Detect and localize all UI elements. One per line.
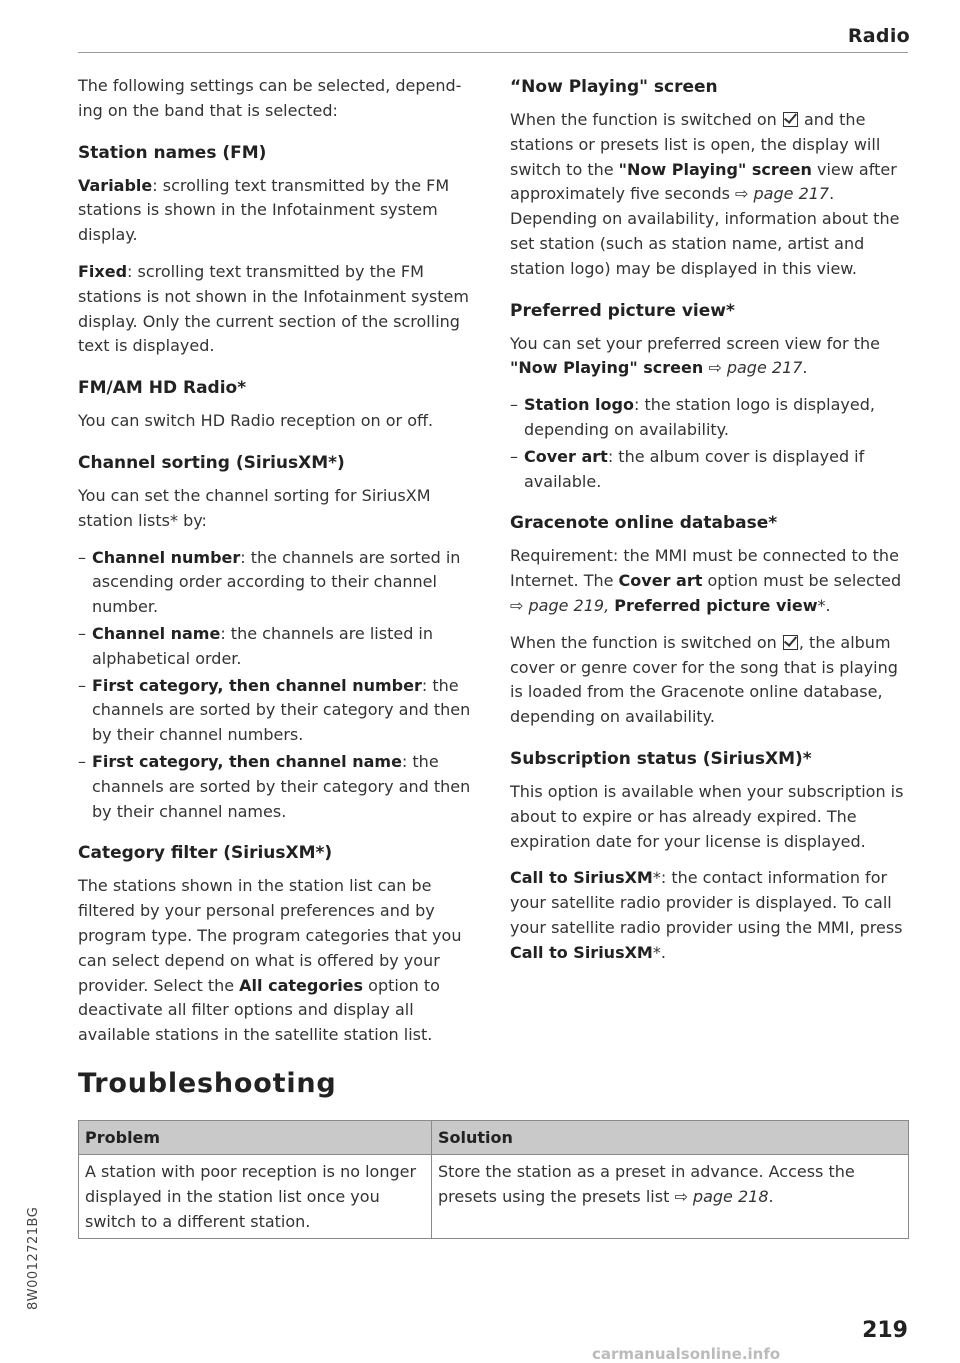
now-playing-paragraph <box>510 108 910 282</box>
gracenote-paragraph <box>510 544 910 618</box>
header-rule <box>78 52 908 53</box>
page-reference[interactable]: ⇨ page 217 <box>708 358 803 378</box>
right-column <box>510 74 910 978</box>
category-text-after: option to deactivate all filter options and display all available stations in the satellite station list. <box>78 975 440 1045</box>
gracenote-heading: Gracenote online database* <box>510 513 778 534</box>
hd-radio-paragraph: You can switch HD Radio reception on or off. <box>78 411 434 431</box>
text-span: option must be selected <box>702 571 902 591</box>
page-reference[interactable]: ⇨ page 219, <box>510 595 610 615</box>
page-number: 219 <box>862 1318 908 1343</box>
troubleshooting-table <box>78 1120 909 1239</box>
text-span: view after approximately five seconds <box>510 159 897 204</box>
list-item: – Channel number: the channels are sorted in ascending order according to their channel number. <box>78 547 461 617</box>
subscription-heading: Subscription status (SiriusXM)* <box>510 748 812 769</box>
fixed-label: Fixed <box>78 261 128 281</box>
text-span: *. <box>652 942 666 962</box>
channel-sorting-heading: Channel sorting (SiriusXM*) <box>78 452 345 473</box>
list-item-label: Station logo <box>524 395 634 415</box>
preferred-paragraph <box>510 332 910 382</box>
category-filter-heading: Category filter (SiriusXM*) <box>78 843 333 864</box>
list-item-label: Channel number <box>92 547 241 567</box>
table-row <box>79 1155 909 1239</box>
watermark: carmanualsonline.info <box>592 1345 781 1363</box>
subscription-paragraph: This option is available when your subscription is about to expire or has already expired. The expiration date for your license is displayed. <box>510 781 904 851</box>
now-playing-screen-label: "Now Playing" screen <box>510 358 704 378</box>
text-span: *. <box>817 595 831 615</box>
channel-sorting-paragraph: You can set the channel sorting for SiriusXM station lists* by: <box>78 485 431 530</box>
list-item-text: : the station logo is displayed, depending on availability. <box>524 395 875 439</box>
variable-text: : scrolling text transmitted by the FM stations is shown in the Infotainment system display. <box>78 175 450 245</box>
solution-cell <box>432 1155 909 1239</box>
intro-paragraph: The following settings can be selected, depend-ing on the band that is selected: <box>78 76 462 120</box>
fixed-paragraph <box>78 260 480 359</box>
list-item-text: : the channels are sorted by their category and then by their channel numbers. <box>92 675 471 745</box>
list-item: – Cover art: the album cover is displayed if available. <box>510 446 865 491</box>
variable-label: Variable <box>78 175 153 195</box>
column-header-solution: Solution <box>432 1121 909 1155</box>
table-header-row <box>79 1121 909 1155</box>
cover-art-label: Cover art <box>618 571 703 591</box>
list-item-label: First category, then channel number <box>92 675 422 695</box>
now-playing-screen-label: "Now Playing" screen <box>618 159 812 179</box>
preferred-picture-label: Preferred picture view <box>614 595 818 615</box>
call-to-siriusxm-label: Call to SiriusXM <box>510 942 653 962</box>
text-span: . <box>802 358 808 378</box>
list-item-text: : the channels are listed in alphabetical order. <box>92 623 434 668</box>
problem-cell: A station with poor reception is no longer displayed in the station list once you switch to a different station. <box>79 1155 432 1239</box>
station-names-heading: Station names (FM) <box>78 142 267 163</box>
text-span: . Depending on availability, information about the set station (such as station name, artist and station logo) may be displayed in this view. <box>510 184 900 278</box>
page-reference[interactable]: ⇨ page 217 <box>735 184 830 204</box>
text-span: You can set your preferred screen view for the <box>510 333 880 353</box>
preferred-picture-heading: Preferred picture view* <box>510 300 735 321</box>
hd-radio-heading: FM/AM HD Radio* <box>78 378 247 399</box>
text-span: and the stations or presets list is open, the display will switch to the <box>510 110 881 179</box>
text-span: Store the station as a preset in advance. Access the presets using the presets list <box>438 1162 855 1206</box>
text-span: . <box>768 1187 774 1206</box>
column-header-problem: Problem <box>79 1121 432 1155</box>
troubleshooting-title: Troubleshooting <box>78 1068 337 1099</box>
list-item-text: : the album cover is displayed if available. <box>524 446 865 491</box>
text-span: When the function is switched on <box>510 110 782 129</box>
page-reference[interactable]: ⇨ page 218 <box>674 1187 769 1206</box>
checkbox-checked-icon <box>783 635 798 650</box>
list-item: – Channel name: the channels are listed in alphabetical order. <box>78 623 434 668</box>
list-item-label: First category, then channel name <box>92 751 402 771</box>
call-to-siriusxm-label: Call to SiriusXM <box>510 868 653 888</box>
text-span: When the function is switched on <box>510 632 782 652</box>
call-paragraph <box>510 866 910 965</box>
checkbox-checked-icon <box>783 112 798 127</box>
text-span: *: the contact information for your satellite radio provider is displayed. To call your satellite radio provider using the MMI, press <box>510 868 903 937</box>
list-item-text: : the channels are sorted by their category and then by their channel names. <box>92 751 471 821</box>
document-code: 8W0012721BG <box>26 1206 41 1310</box>
text-span: Requirement: the MMI must be connected to the Internet. The <box>510 546 899 591</box>
fixed-text: : scrolling text transmitted by the FM stations is not shown in the Infotainment system display. Only the current section of the scrolling text is displayed. <box>78 261 469 356</box>
category-filter-paragraph <box>78 874 480 1048</box>
category-text-before: The stations shown in the station list can be filtered by your personal preferences and by program type. The program categories that you can select depend on what is offered by your provider. Select the <box>78 876 462 995</box>
list-item-label: Cover art <box>524 446 608 466</box>
list-item-label: Channel name <box>92 623 221 643</box>
list-item-text: : the channels are sorted in ascending order according to their channel number. <box>92 547 461 617</box>
now-playing-heading: “Now Playing" screen <box>510 77 718 97</box>
all-categories-label: All categories <box>239 975 364 995</box>
list-item: – Station logo: the station logo is displayed, depending on availability. <box>510 395 875 439</box>
text-span: , the album cover or genre cover for the song that is playing is loaded from the Gracenote online database, depending on availability. <box>510 632 898 727</box>
list-item: – First category, then channel number: the channels are sorted by their category and then by their channel numbers. <box>78 675 471 745</box>
running-header-title: Radio <box>847 25 910 47</box>
list-item: – First category, then channel name: the channels are sorted by their category and then by their channel names. <box>78 751 471 821</box>
variable-paragraph <box>78 174 480 248</box>
gracenote-paragraph-2 <box>510 631 910 730</box>
left-column <box>78 74 480 1060</box>
